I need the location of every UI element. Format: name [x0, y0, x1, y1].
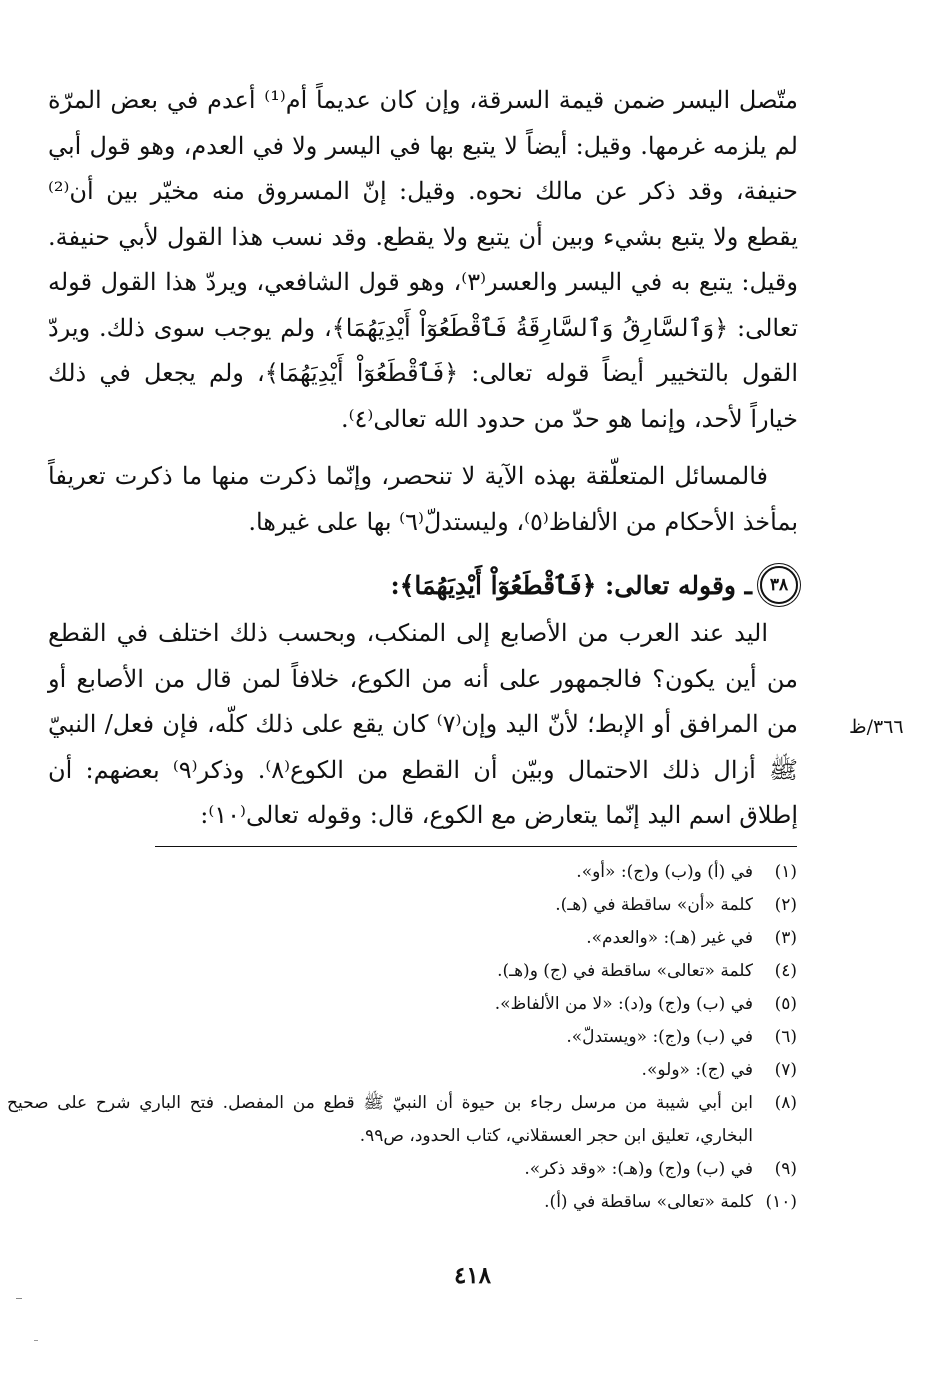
footnote-text: في (ب) و(ج) و(د): «لا من الألفاظ».: [494, 994, 753, 1014]
paragraph-1: متّصل اليسر ضمن قيمة السرقة، وإن كان عديماً أم⁽¹⁾ أعدم في بعض المرّة لم يلزمه غرمها. وقيل: أيضاً لا يتبع بها في اليسر ولا في العدم، وهو قول أبي حنيفة، وقد ذكر عن مالك نحوه. وقيل: إنّ المسروق منه مخيّر بين أن⁽²⁾ يقطع ولا يتبع بشيء وبين أن يتبع ولا يقطع. وقد نسب هذا القول لأبي حنيفة. وقيل: يتبع به في اليسر والعسر⁽٣⁾، وهو قول الشافعي، ويردّ هذا القول قوله تعالى: ﴿وَٱلسَّارِقُ وَٱلسَّارِقَةُ فَٱقْطَعُوٓاْ أَيْدِيَهُمَا﴾، ولم يوجب سوى ذلك. ويردّ القول بالتخيير أيضاً قوله تعالى: ﴿فَٱقْطَعُوٓاْ أَيْدِيَهُمَا﴾، ولم يجعل في ذلك خياراً لأحد، وإنما هو حدّ من حدود الله تعالى⁽٤⁾.: [48, 86, 798, 433]
footnote-8: [7, 1087, 797, 1153]
footnote-2: [7, 889, 797, 922]
footnote-number: (٤): [774, 961, 797, 981]
scan-mark: [16, 1298, 22, 1299]
section-number-badge: ٣٨: [760, 566, 798, 604]
footnote-number: (٢): [774, 895, 797, 915]
footnote-7: [7, 1054, 797, 1087]
scan-mark: [34, 1340, 38, 1341]
footnote-10: [7, 1186, 797, 1219]
footnote-9: [7, 1153, 797, 1186]
folio-margin-note: ٣٦٦/ظ: [849, 716, 904, 738]
footnote-text: في (ب) و(ج) و(هـ): «وقد ذكر».: [524, 1159, 753, 1179]
footnote-1: [7, 856, 797, 889]
footnote-3: [7, 922, 797, 955]
paragraph-2: فالمسائل المتعلّقة بهذه الآية لا تنحصر، وإنّما ذكرت منها ما ذكرت تعريفاً بمأخذ الأحكام من الألفاظ⁽٥⁾، وليستدلّ⁽٦⁾ بها على غيرها.: [48, 462, 798, 536]
main-text: [48, 78, 798, 839]
footnote-number: (١): [774, 862, 797, 882]
footnote-number: (٧): [774, 1060, 797, 1080]
footnote-text: في غير (هـ): «والعدم».: [586, 928, 753, 948]
section-heading: [48, 559, 798, 611]
footnote-divider: [155, 846, 797, 847]
paragraph-3: اليد عند العرب من الأصابع إلى المنكب، وبحسب ذلك اختلف في القطع من أين يكون؟ فالجمهور على أنه من الكوع، خلافاً لمن قال من الأصابع أو من المرافق أو الإبط؛ لأنّ اليد وإن⁽٧⁾ كان يقع على ذلك كلّه، فإن فعل/ النبيّ ﷺ أزال ذلك الاحتمال وبيّن أن القطع من الكوع⁽٨⁾. وذكر⁽٩⁾ بعضهم: أن إطلاق اسم اليد إنّما يتعارض مع الكوع، قال: وقوله تعالى⁽١٠⁾:: [48, 619, 798, 829]
footnote-text: كلمة «تعالى» ساقطة في (ج) و(هـ).: [497, 961, 753, 981]
footnote-text: في (ب) و(ج): «ويستدلّ».: [566, 1027, 753, 1047]
section-heading-text: ـ وقوله تعالى: ﴿فَٱقْطَعُوٓاْ أَيْدِيَهُمَا﴾:: [390, 570, 752, 600]
footnote-number: (٥): [774, 994, 797, 1014]
footnote-4: [7, 955, 797, 988]
footnote-text: كلمة «أن» ساقطة في (هـ).: [555, 895, 753, 915]
footnote-6: [7, 1021, 797, 1054]
footnote-number: (٣): [774, 928, 797, 948]
footnote-text: في (أ) و(ب) و(ج): «أو».: [576, 862, 753, 882]
page-number: ٤١٨: [453, 1262, 492, 1289]
footnotes: [7, 856, 797, 1219]
footnote-number: (١٠): [765, 1192, 797, 1212]
footnote-number: (٩): [774, 1159, 797, 1179]
footnote-5: [7, 988, 797, 1021]
footnote-number: (٦): [774, 1027, 797, 1047]
footnote-text: في (ج): «ولو».: [641, 1060, 753, 1080]
footnote-number: (٨): [774, 1093, 797, 1113]
footnote-text: ابن أبي شيبة من مرسل رجاء بن حيوة أن النبيّ ﷺ قطع من المفصل. فتح الباري شرح على صحيح البخاري، تعليق ابن حجر العسقلاني، كتاب الحدود، ص٩٩.: [7, 1093, 753, 1146]
footnote-text: كلمة «تعالى» ساقطة في (أ).: [544, 1192, 753, 1212]
